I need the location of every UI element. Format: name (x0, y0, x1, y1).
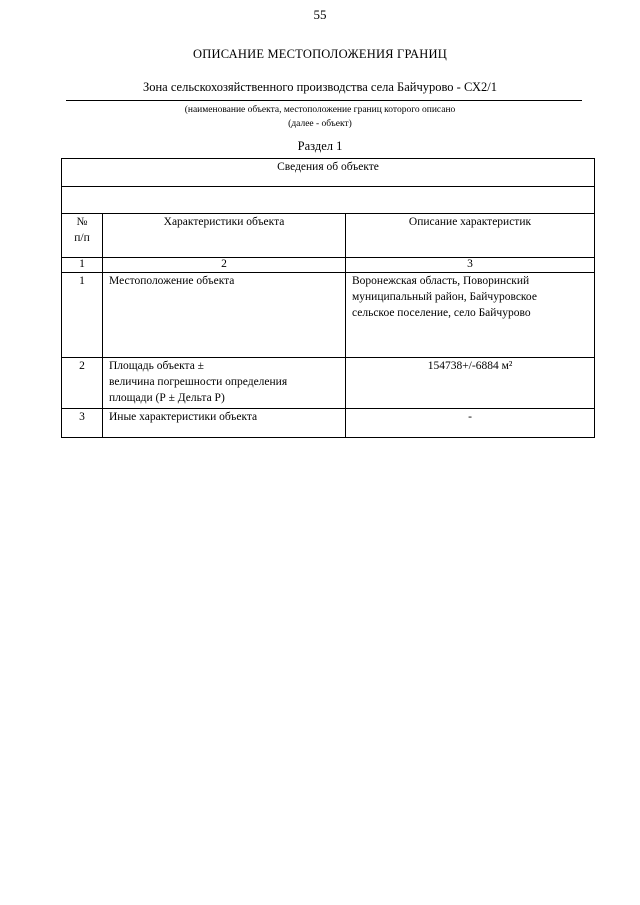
row-characteristic: Иные характеристики объекта (103, 409, 346, 438)
row-num: 3 (62, 409, 103, 438)
page-number: 55 (313, 7, 327, 22)
column-index-3: 3 (346, 258, 595, 273)
row-characteristic (103, 358, 346, 409)
description-line: Воронежская область, Поворинский (352, 275, 530, 287)
characteristic-line: площади (Р ± Дельта Р) (109, 392, 225, 404)
table-heading-row (62, 159, 595, 187)
document-title: ОПИСАНИЕ МЕСТОПОЛОЖЕНИЯ ГРАНИЦ (193, 47, 447, 61)
header-num-abbrev: п/п (74, 232, 90, 244)
caption-line-1: (наименование объекта, местоположение границ которого описано (184, 105, 456, 115)
header-num-symbol: № (76, 216, 88, 228)
characteristic-line: Площадь объекта ± (109, 360, 204, 372)
underline-divider (66, 100, 582, 101)
row-num: 2 (62, 358, 103, 409)
caption-line-2: (далее - объект) (288, 119, 352, 129)
description-line: муниципальный район, Байчуровское (352, 291, 537, 303)
object-info-table (61, 158, 595, 438)
header-description: Описание характеристик (346, 214, 595, 258)
row-description (346, 273, 595, 358)
header-num (62, 214, 103, 258)
row-characteristic: Местоположение объекта (103, 273, 346, 358)
description-line: сельское поселение, село Байчурово (352, 307, 531, 319)
row-description: 154738+/-6884 м² (346, 358, 595, 409)
table-header-row (62, 214, 595, 258)
column-index-1: 1 (62, 258, 103, 273)
table-empty-row (62, 187, 595, 214)
column-index-2: 2 (103, 258, 346, 273)
row-num: 1 (62, 273, 103, 358)
object-name: Зона сельскохозяйственного производства села Байчурово - СХ2/1 (142, 80, 497, 94)
table-row (62, 273, 595, 358)
table-row (62, 409, 595, 438)
empty-cell (62, 187, 595, 214)
table-heading: Сведения об объекте (62, 159, 595, 187)
section-title: Раздел 1 (297, 139, 343, 153)
table-row (62, 358, 595, 409)
header-characteristics: Характеристики объекта (103, 214, 346, 258)
object-caption (0, 103, 640, 131)
characteristic-line: величина погрешности определения (109, 376, 288, 388)
row-description: - (346, 409, 595, 438)
column-index-row (62, 258, 595, 273)
